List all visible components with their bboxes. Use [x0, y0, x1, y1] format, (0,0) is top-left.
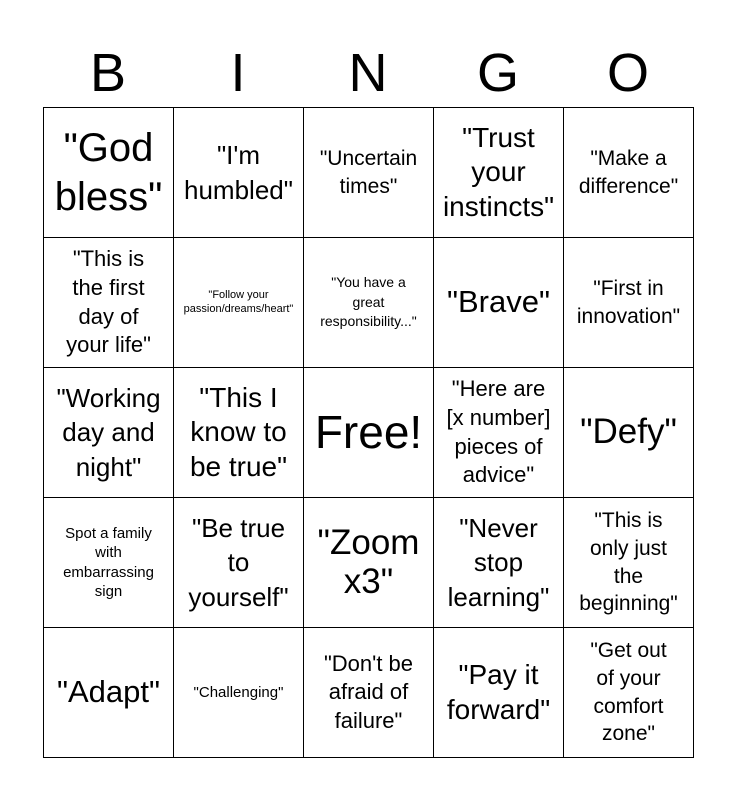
cell-text: "Make a difference" [578, 146, 679, 198]
bingo-cell-r5c3[interactable] [304, 628, 434, 758]
cell-text: "This is the first day of your life" [66, 246, 151, 358]
bingo-cell-r4c1[interactable] [44, 498, 174, 628]
bingo-cell-r1c1[interactable] [44, 108, 174, 238]
bingo-cell-r4c2[interactable] [174, 498, 304, 628]
cell-text: "Follow your passion/dreams/heart" [183, 288, 294, 315]
cell-text: "Get out of your comfort zone" [590, 639, 667, 746]
bingo-header [43, 40, 693, 106]
bingo-cell-r4c5[interactable] [564, 498, 694, 628]
cell-text: "Zoom x3" [317, 523, 420, 601]
bingo-cell-r3c5[interactable] [564, 368, 694, 498]
cell-text: "Brave" [447, 284, 550, 320]
header-letter-i: I [230, 43, 246, 103]
bingo-board [43, 107, 694, 758]
free-space-cell[interactable] [304, 368, 434, 498]
cell-text: "I'm humbled" [184, 140, 293, 205]
cell-text: "Don't be afraid of failure" [323, 650, 414, 733]
bingo-cell-r1c4[interactable] [434, 108, 564, 238]
bingo-cell-r2c4[interactable] [434, 238, 564, 368]
bingo-cell-r3c1[interactable] [44, 368, 174, 498]
header-letter-n: N [348, 43, 388, 103]
cell-text: "Here are [x number] pieces of advice" [446, 376, 551, 488]
cell-text: "First in innovation" [576, 276, 681, 328]
bingo-cell-r1c3[interactable] [304, 108, 434, 238]
bingo-cell-r2c2[interactable] [174, 238, 304, 368]
bingo-cell-r5c5[interactable] [564, 628, 694, 758]
cell-text: "Defy" [580, 412, 677, 452]
bingo-cell-r2c1[interactable] [44, 238, 174, 368]
cell-text: "Be true to yourself" [188, 513, 289, 612]
bingo-cell-r5c4[interactable] [434, 628, 564, 758]
cell-text: "Challenging" [193, 683, 284, 701]
free-space-label: Free! [314, 406, 423, 459]
bingo-cell-r2c5[interactable] [564, 238, 694, 368]
header-letter-g: G [476, 43, 519, 103]
cell-text: "You have a great responsibility..." [320, 274, 417, 330]
cell-text: "Pay it forward" [446, 659, 551, 725]
bingo-cell-r2c3[interactable] [304, 238, 434, 368]
bingo-cell-r1c5[interactable] [564, 108, 694, 238]
cell-text: "God bless" [54, 125, 163, 219]
bingo-cell-r1c2[interactable] [174, 108, 304, 238]
bingo-cell-r4c3[interactable] [304, 498, 434, 628]
header-letter-o: O [606, 43, 649, 103]
cell-text: "Trust your instincts" [442, 122, 555, 222]
bingo-cell-r5c1[interactable] [44, 628, 174, 758]
bingo-cell-r3c2[interactable] [174, 368, 304, 498]
cell-text: "This is only just the beginning" [579, 509, 678, 616]
bingo-cell-r5c2[interactable] [174, 628, 304, 758]
cell-text: "Uncertain times" [319, 146, 418, 198]
cell-text: Spot a family with embarrassing sign [63, 524, 154, 600]
bingo-cell-r3c4[interactable] [434, 368, 564, 498]
cell-text: "Adapt" [56, 674, 161, 710]
header-letter-b: B [89, 43, 127, 103]
cell-text: "This I know to be true" [189, 382, 288, 482]
cell-text: "Working day and night" [56, 383, 161, 482]
cell-text: "Never stop learning" [447, 513, 550, 612]
bingo-cell-r4c4[interactable] [434, 498, 564, 628]
